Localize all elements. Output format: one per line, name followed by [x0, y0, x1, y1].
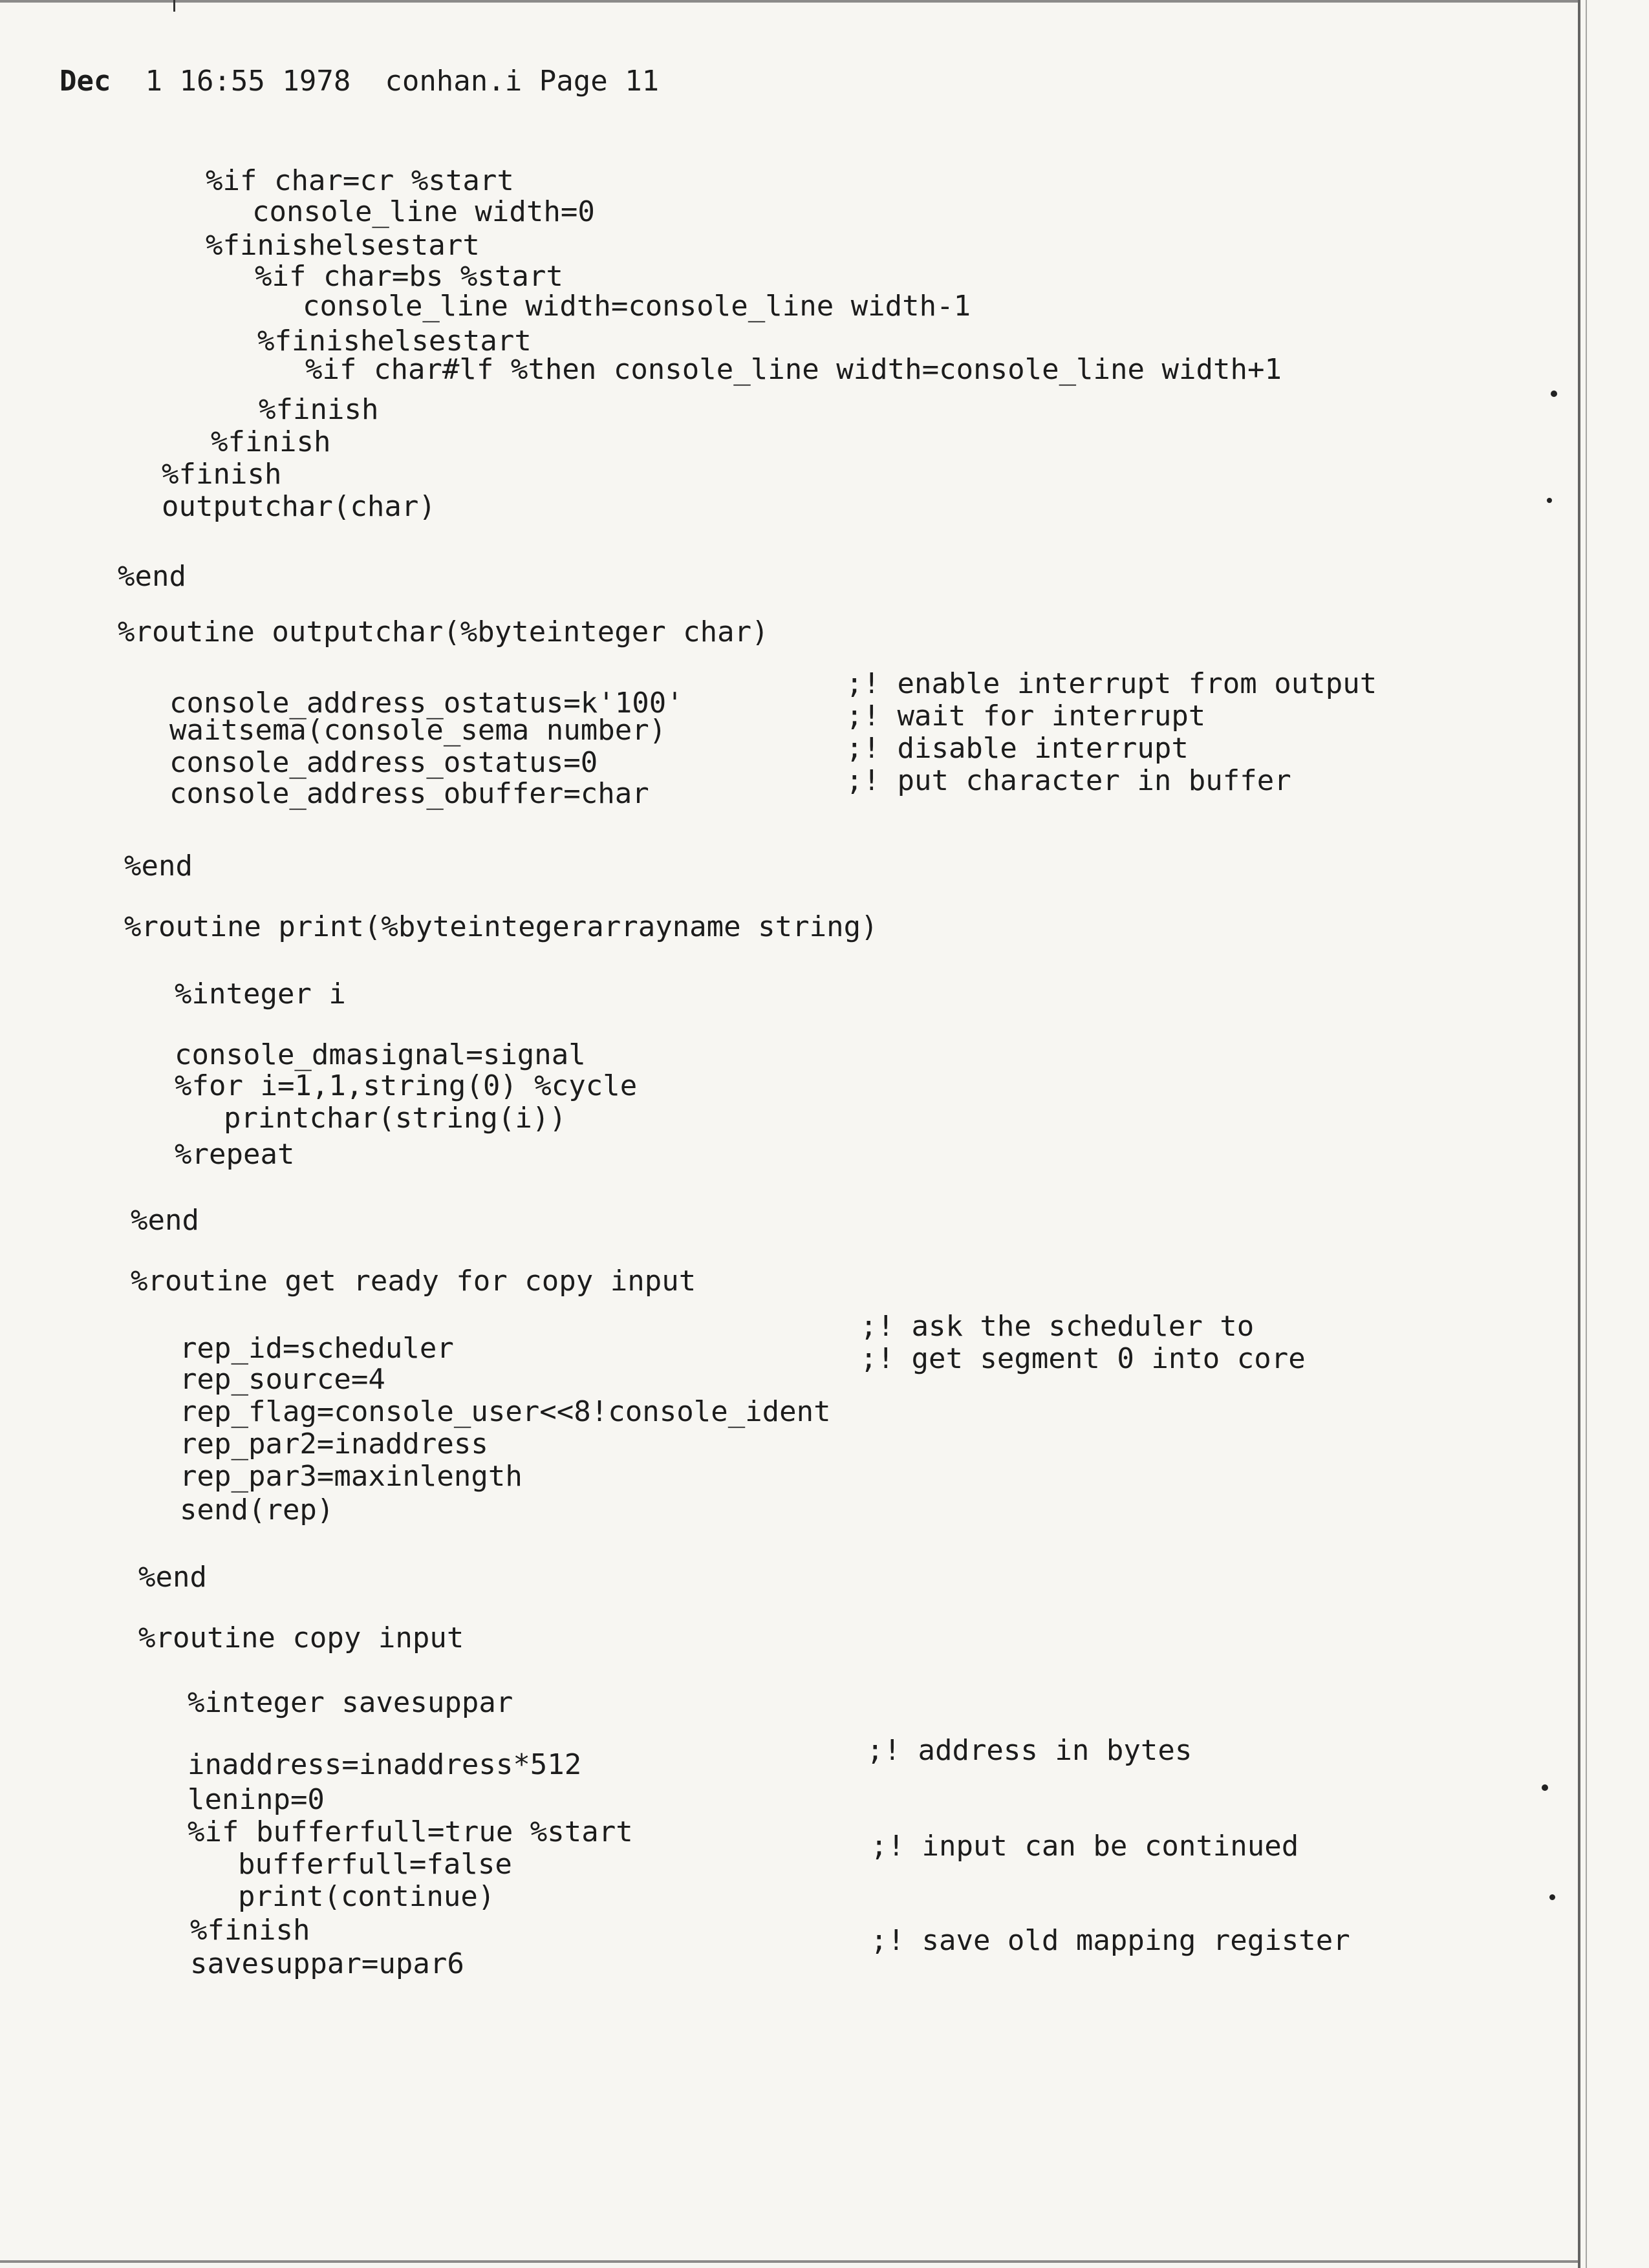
code-line: %if char#lf %then console_line width=console_line width+1	[305, 353, 1282, 386]
code-line: console_address_obuffer=char	[169, 777, 649, 810]
scan-speck	[1551, 390, 1557, 397]
code-line: console_address_ostatus=0	[169, 746, 598, 779]
code-line: %integer i	[175, 978, 346, 1011]
code-line: console_dmasignal=signal	[175, 1038, 586, 1071]
code-line: savesuppar=upar6	[190, 1947, 464, 1980]
code-line: leninp=0	[188, 1783, 325, 1816]
page-edge-bottom	[0, 2260, 1578, 2263]
comment-line: ;! save old mapping register	[870, 1924, 1350, 1957]
code-line: outputchar(char)	[162, 490, 436, 523]
code-line: %finishelsestart	[206, 229, 480, 262]
code-line: %end	[124, 850, 193, 883]
code-line: %for i=1,1,string(0) %cycle	[175, 1069, 638, 1102]
scan-speck	[1542, 1784, 1548, 1791]
code-line: rep_par3=maxinlength	[180, 1460, 523, 1493]
page-edge-top	[0, 0, 1578, 3]
code-line: send(rep)	[180, 1493, 334, 1526]
page-tick-mark	[173, 0, 175, 12]
code-line: rep_source=4	[180, 1363, 385, 1396]
code-line: console_line width=0	[252, 195, 595, 228]
comment-line: ;! address in bytes	[867, 1734, 1192, 1767]
header-month: Dec	[59, 65, 111, 98]
code-line: bufferfull=false	[238, 1848, 512, 1881]
code-line: rep_flag=console_user<<8!console_ident	[180, 1395, 831, 1428]
header-date-file-page: 1 16:55 1978 conhan.i Page 11	[145, 65, 660, 98]
page-header	[59, 65, 659, 98]
code-line: %if bufferfull=true %start	[188, 1815, 633, 1848]
comment-line: ;! get segment 0 into core	[860, 1342, 1306, 1375]
code-line: %finish	[259, 393, 379, 426]
code-line: %finishelsestart	[257, 325, 532, 358]
code-line: %finish	[162, 458, 282, 491]
code-line: console_address_ostatus=k'100'	[169, 687, 684, 720]
page-edge-right	[1578, 0, 1580, 2268]
code-line: %finish	[211, 425, 331, 458]
comment-line: ;! wait for interrupt	[846, 700, 1206, 733]
code-line: printchar(string(i))	[224, 1102, 566, 1135]
code-line: %integer savesuppar	[188, 1686, 513, 1719]
comment-line: ;! input can be continued	[870, 1830, 1299, 1863]
code-line: %end	[138, 1561, 207, 1594]
code-line: %end	[131, 1204, 199, 1237]
comment-line: ;! enable interrupt from output	[846, 667, 1377, 700]
code-line: waitsema(console_sema number)	[169, 714, 667, 747]
page-edge-right-inner	[1586, 0, 1587, 2268]
code-line: %if char=bs %start	[255, 260, 563, 293]
scan-speck	[1547, 498, 1552, 503]
code-line: print(continue)	[238, 1880, 495, 1913]
comment-line: ;! disable interrupt	[846, 732, 1189, 765]
code-line: rep_par2=inaddress	[180, 1428, 488, 1460]
code-line: %routine print(%byteintegerarrayname string)	[124, 910, 878, 943]
code-line: inaddress=inaddress*512	[188, 1748, 582, 1781]
code-line: rep_id=scheduler	[180, 1332, 454, 1365]
code-line: %routine get ready for copy input	[131, 1265, 696, 1298]
code-line: %repeat	[175, 1138, 295, 1171]
code-line: %if char=cr %start	[206, 164, 514, 197]
code-line: console_line width=console_line width-1	[303, 290, 971, 323]
code-line: %end	[118, 560, 186, 593]
code-line: %routine copy input	[138, 1621, 464, 1654]
scan-speck	[1549, 1894, 1555, 1900]
comment-line: ;! put character in buffer	[846, 764, 1291, 797]
comment-line: ;! ask the scheduler to	[860, 1310, 1255, 1343]
code-line: %finish	[190, 1914, 310, 1947]
code-line: %routine outputchar(%byteinteger char)	[118, 615, 769, 648]
